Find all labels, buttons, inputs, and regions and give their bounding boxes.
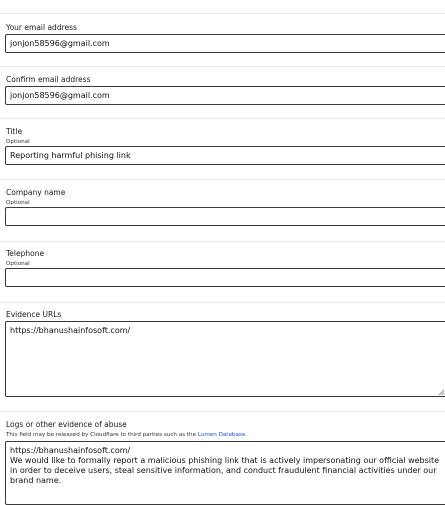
evidence-urls-label: Evidence URLs bbox=[6, 310, 62, 319]
logs-release-notice-end: . bbox=[245, 432, 248, 438]
logs-evidence-textarea[interactable] bbox=[5, 441, 445, 505]
section-divider-email-confirm bbox=[0, 66, 445, 67]
section-divider-company-telephone bbox=[0, 241, 445, 242]
company-optional-hint: Optional bbox=[6, 200, 30, 206]
lumen-database-link[interactable]: Lumen Database bbox=[197, 432, 246, 438]
email-field[interactable] bbox=[5, 34, 445, 53]
title-field[interactable] bbox=[5, 146, 445, 165]
title-label: Title bbox=[6, 127, 23, 136]
top-divider bbox=[0, 13, 445, 14]
section-divider-title-company bbox=[0, 179, 445, 180]
confirm-email-field[interactable] bbox=[5, 86, 445, 105]
confirm-email-label: Confirm email address bbox=[6, 75, 91, 84]
section-divider-telephone-evidence bbox=[0, 302, 445, 303]
email-label: Your email address bbox=[6, 23, 77, 32]
logs-release-notice bbox=[6, 431, 247, 439]
section-divider-evidence-logs bbox=[0, 411, 445, 412]
telephone-optional-hint: Optional bbox=[6, 261, 30, 267]
title-optional-hint: Optional bbox=[6, 139, 30, 145]
company-name-label: Company name bbox=[6, 188, 66, 197]
logs-evidence-label: Logs or other evidence of abuse bbox=[6, 420, 127, 429]
logs-release-notice-text: This field may be released by Cloudflare to third parties such as the bbox=[6, 432, 198, 438]
section-divider-confirm-title bbox=[0, 118, 445, 119]
telephone-field[interactable] bbox=[5, 268, 445, 287]
telephone-label: Telephone bbox=[6, 249, 45, 258]
resize-grip-icon[interactable] bbox=[438, 389, 444, 395]
evidence-urls-textarea[interactable] bbox=[5, 321, 445, 397]
company-name-field[interactable] bbox=[5, 207, 445, 226]
